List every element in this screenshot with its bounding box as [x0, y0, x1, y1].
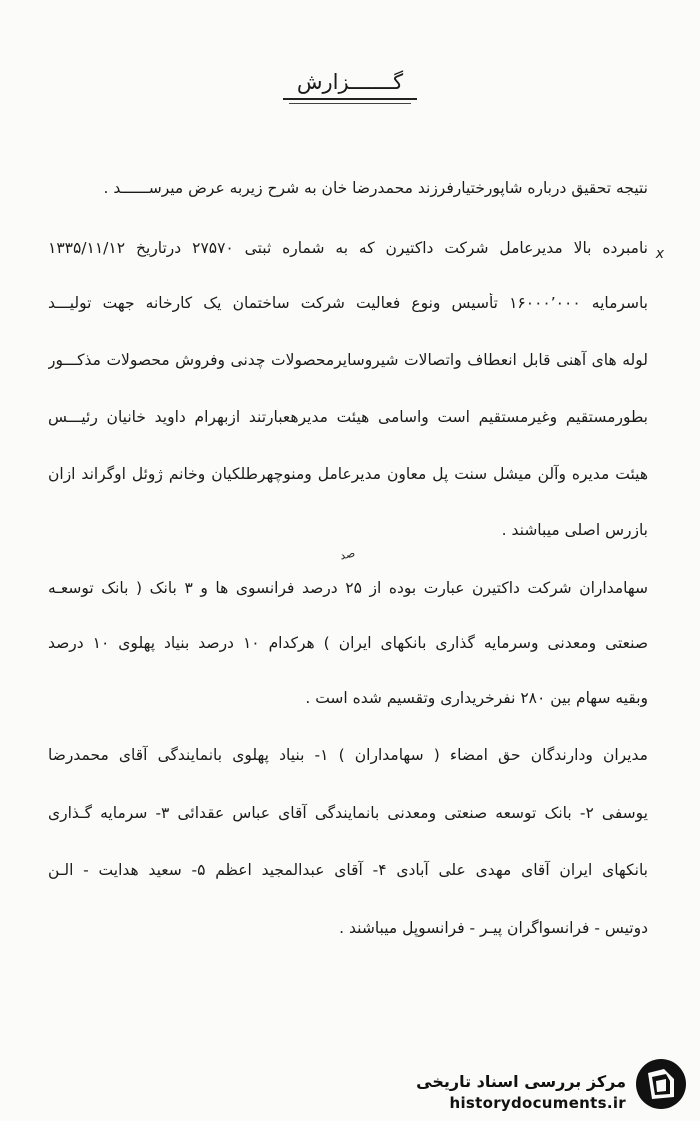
- body-line-11: مدیران ودارندگان حق امضاء ( سهامداران ) ۱- بنیاد پهلوی بانمایندگی آقای محمدرضا: [48, 746, 648, 764]
- watermark-footer: [396, 1071, 626, 1113]
- body-line-2: نامبرده بالا مدیرعامل شرکت داکتیرن که به شماره ثبتی ۲۷۵۷۰ درتاریخ ۱۳۳۵/۱۱/۱۲: [48, 239, 648, 257]
- body-line-7: بازرس اصلی میباشند .: [501, 521, 648, 539]
- document-archive-logo-icon: [634, 1057, 688, 1111]
- body-line-13: بانکهای ایران آقای مهدی علی آبادی ۴- آقای عبدالمجید اعظم ۵- سعید هدایت - الـن: [48, 861, 648, 879]
- document-title: گـــــــزارش: [283, 70, 417, 100]
- body-line-6: هیئت مدیره وآلن میشل سنت پل معاون مدیرعامل ومنوچهرطلکیان وخانم ژوئل اوگراند ازان: [48, 465, 648, 483]
- body-line-9: صنعتی ومعدنی وسرمایه گذاری بانکهای ایران ) هرکدام ۱۰ درصد بنیاد پهلوی ۱۰ درصد: [48, 634, 648, 652]
- body-line-14: دوتیس - فرانسواگران پیـر - فرانسوپل میباشند .: [339, 919, 648, 937]
- title-container: [0, 70, 700, 100]
- body-line-5: بطورمستقیم وغیرمستقیم است واسامی هیئت مدیرهعبارتند ازبهرام داوید خانیان رئیـــس: [48, 408, 648, 426]
- body-line-12: یوسفی ۲- بانک توسعه صنعتی ومعدنی بانمایندگی آقای عباس عقدائی ۳- سرمایه گـذاری: [48, 804, 648, 822]
- archive-url[interactable]: historydocuments.ir: [449, 1094, 626, 1112]
- archive-name: مرکز بررسی اسناد تاریخی: [416, 1072, 626, 1091]
- handwritten-note: صد: [338, 546, 357, 563]
- body-line-3: باسرمایه ۱۶۰۰۰٬۰۰۰ تأسیس ونوع فعالیت شرکت ساختمان یک کارخانه جهت تولیـــد: [48, 294, 648, 312]
- body-line-4: لوله های آهنی قابل انعطاف واتصالات شیروسایرمحصولات چدنی وفروش محصولات مذکـــور: [48, 351, 648, 369]
- margin-mark: x: [655, 246, 664, 262]
- body-line-8: سهامداران شرکت داکتیرن عبارت بوده از ۲۵ درصد فرانسوی ها و ۳ بانک ( بانک توسعـه: [48, 579, 648, 597]
- body-line-10: وبقیه سهام بین ۲۸۰ نفرخریداری وتقسیم شده است .: [305, 689, 648, 707]
- body-line-1: نتیجه تحقیق درباره شاپورختیارفرزند محمدرضا خان به شرح زیربه عرض میرســــــد .: [103, 179, 648, 197]
